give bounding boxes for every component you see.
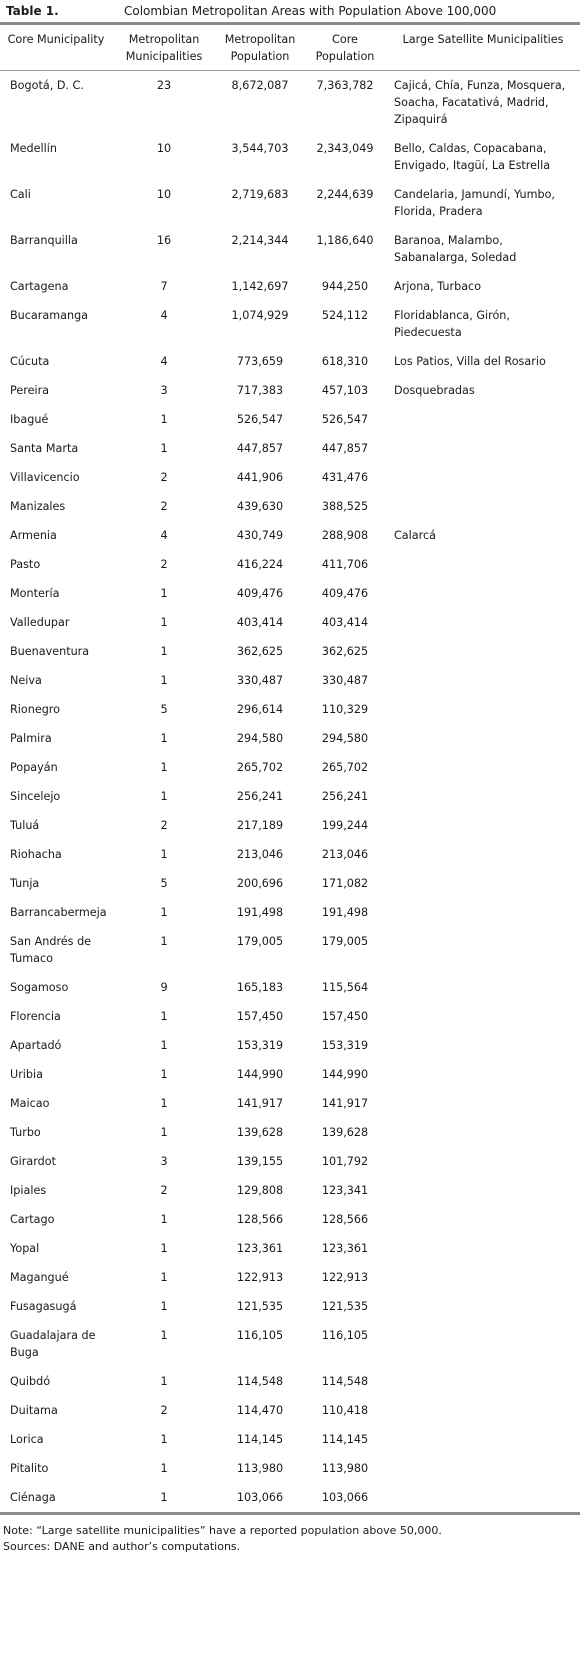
cell-core-population: 1,186,640	[316, 234, 374, 247]
table-row	[0, 1263, 580, 1292]
cell-core-municipality: Cartago	[10, 1213, 55, 1226]
cell-large-satellite-municipalities	[386, 405, 580, 434]
header-core-municipality: Core Municipality	[7, 33, 105, 46]
cell-metropolitan-municipalities: 4	[160, 355, 168, 368]
population-table	[0, 25, 580, 1515]
cell-core-municipality: Barranquilla	[10, 234, 78, 247]
cell-large-satellite-municipalities: Los Patios, Villa del Rosario	[394, 355, 546, 368]
cell-metropolitan-population: 139,155	[236, 1155, 284, 1168]
cell-metropolitan-municipalities: 1	[160, 1271, 168, 1284]
table-row	[0, 869, 580, 898]
cell-metropolitan-population: 123,361	[236, 1242, 284, 1255]
cell-core-municipality: Pitalito	[10, 1462, 49, 1475]
cell-metropolitan-municipalities: 1	[160, 587, 168, 600]
table-note: Note: “Large satellite municipalities” have a reported population above 50,000.	[3, 1524, 442, 1537]
table-row	[0, 272, 580, 301]
cell-core-population: 2,244,639	[316, 188, 374, 201]
table-row	[0, 1176, 580, 1205]
table-row	[0, 1147, 580, 1176]
cell-core-municipality: Sincelejo	[10, 790, 61, 803]
cell-core-population: 116,105	[321, 1329, 369, 1342]
cell-core-population: 526,547	[321, 413, 369, 426]
table-row	[0, 637, 580, 666]
cell-metropolitan-municipalities: 1	[160, 1126, 168, 1139]
table-row	[0, 550, 580, 579]
table-row	[0, 840, 580, 869]
cell-metropolitan-population: 773,659	[236, 355, 284, 368]
cell-large-satellite-municipalities	[386, 1002, 580, 1031]
cell-metropolitan-municipalities: 1	[160, 1039, 168, 1052]
table-row	[0, 1367, 580, 1396]
cell-core-population: 256,241	[321, 790, 369, 803]
cell-metropolitan-population: 1,074,929	[231, 309, 289, 322]
table-label: Table 1.	[6, 4, 59, 18]
cell-large-satellite-municipalities	[386, 1031, 580, 1060]
cell-core-population: 103,066	[321, 1491, 369, 1504]
cell-metropolitan-municipalities: 1	[160, 1462, 168, 1475]
cell-metropolitan-municipalities: 1	[160, 1491, 168, 1504]
table-header	[0, 25, 580, 71]
cell-large-satellite-municipalities	[386, 463, 580, 492]
cell-core-municipality: Tuluá	[10, 819, 40, 832]
cell-metropolitan-municipalities: 1	[160, 935, 168, 948]
cell-metropolitan-population: 128,566	[236, 1213, 284, 1226]
cell-metropolitan-municipalities: 1	[160, 1242, 168, 1255]
cell-core-population: 110,329	[321, 703, 369, 716]
cell-core-municipality: Rionegro	[10, 703, 60, 716]
cell-large-satellite-municipalities	[386, 1118, 580, 1147]
cell-core-population: 121,535	[321, 1300, 369, 1313]
cell-metropolitan-population: 103,066	[236, 1491, 284, 1504]
table-row	[0, 753, 580, 782]
cell-core-population: 123,361	[321, 1242, 369, 1255]
cell-metropolitan-population: 141,917	[236, 1097, 284, 1110]
cell-large-satellite-municipalities: Dosquebradas	[394, 384, 475, 397]
cell-core-municipality: Lorica	[10, 1433, 44, 1446]
header-metropolitan-municipalities: Metropolitan Municipalities	[125, 33, 203, 63]
table-row	[0, 347, 580, 376]
cell-large-satellite-municipalities	[386, 1454, 580, 1483]
table-row	[0, 782, 580, 811]
cell-core-population: 128,566	[321, 1213, 369, 1226]
cell-metropolitan-municipalities: 1	[160, 732, 168, 745]
cell-core-population: 122,913	[321, 1271, 369, 1284]
cell-metropolitan-municipalities: 1	[160, 1068, 168, 1081]
cell-metropolitan-population: 8,672,087	[231, 79, 289, 92]
table-row	[0, 1060, 580, 1089]
cell-core-population: 403,414	[321, 616, 369, 629]
cell-core-municipality: Bucaramanga	[10, 309, 89, 322]
cell-large-satellite-municipalities	[386, 927, 580, 973]
cell-core-municipality: Villavicencio	[10, 471, 80, 484]
cell-core-municipality: Bogotá, D. C.	[10, 79, 84, 92]
cell-large-satellite-municipalities	[386, 1321, 580, 1367]
table-row	[0, 811, 580, 840]
cell-core-municipality: Tunja	[10, 877, 40, 890]
cell-core-population: 115,564	[321, 981, 369, 994]
cell-core-municipality: Riohacha	[10, 848, 62, 861]
cell-metropolitan-population: 179,005	[236, 935, 284, 948]
cell-metropolitan-municipalities: 1	[160, 413, 168, 426]
table-row	[0, 666, 580, 695]
table-row	[0, 1292, 580, 1321]
table-row	[0, 579, 580, 608]
cell-metropolitan-population: 294,580	[236, 732, 284, 745]
cell-large-satellite-municipalities	[386, 1425, 580, 1454]
table-row	[0, 973, 580, 1002]
cell-core-population: 7,363,782	[316, 79, 374, 92]
table-body	[0, 71, 580, 1514]
cell-metropolitan-municipalities: 2	[160, 819, 168, 832]
table-row	[0, 180, 580, 226]
table-row	[0, 1205, 580, 1234]
cell-core-population: 141,917	[321, 1097, 369, 1110]
table-row	[0, 1425, 580, 1454]
table-row	[0, 724, 580, 753]
cell-metropolitan-municipalities: 1	[160, 790, 168, 803]
table-row	[0, 608, 580, 637]
table-row	[0, 376, 580, 405]
cell-metropolitan-population: 441,906	[236, 471, 284, 484]
cell-large-satellite-municipalities	[386, 782, 580, 811]
cell-core-municipality: Montería	[10, 587, 60, 600]
cell-metropolitan-municipalities: 9	[160, 981, 168, 994]
cell-core-municipality: Guadalajara de Buga	[10, 1329, 96, 1359]
table-row	[0, 463, 580, 492]
cell-core-population: 524,112	[321, 309, 369, 322]
cell-core-municipality: Barrancabermeja	[10, 906, 107, 919]
cell-large-satellite-municipalities: Cajicá, Chía, Funza, Mosquera, Soacha, Facatativá, Madrid, Zipaquirá	[394, 79, 566, 126]
cell-core-population: 179,005	[321, 935, 369, 948]
cell-core-municipality: Ipiales	[10, 1184, 47, 1197]
cell-metropolitan-population: 114,145	[236, 1433, 284, 1446]
cell-metropolitan-municipalities: 3	[160, 1155, 168, 1168]
cell-metropolitan-population: 2,214,344	[231, 234, 289, 247]
cell-metropolitan-municipalities: 2	[160, 471, 168, 484]
cell-core-population: 294,580	[321, 732, 369, 745]
cell-metropolitan-municipalities: 1	[160, 1097, 168, 1110]
cell-metropolitan-municipalities: 5	[160, 877, 168, 890]
cell-large-satellite-municipalities	[386, 608, 580, 637]
header-metropolitan-population: Metropolitan Population	[224, 33, 296, 63]
cell-core-municipality: Valledupar	[10, 616, 70, 629]
cell-metropolitan-municipalities: 1	[160, 1213, 168, 1226]
cell-large-satellite-municipalities	[386, 1483, 580, 1514]
cell-core-population: 944,250	[321, 280, 369, 293]
cell-core-population: 457,103	[321, 384, 369, 397]
cell-core-municipality: Armenia	[10, 529, 57, 542]
table-row	[0, 1089, 580, 1118]
cell-metropolitan-population: 296,614	[236, 703, 284, 716]
cell-metropolitan-population: 165,183	[236, 981, 284, 994]
cell-core-municipality: Sogamoso	[10, 981, 69, 994]
cell-metropolitan-population: 430,749	[236, 529, 284, 542]
cell-core-population: 618,310	[321, 355, 369, 368]
table-row	[0, 134, 580, 180]
cell-large-satellite-municipalities	[386, 666, 580, 695]
cell-metropolitan-municipalities: 1	[160, 616, 168, 629]
cell-core-population: 113,980	[321, 1462, 369, 1475]
cell-core-population: 153,319	[321, 1039, 369, 1052]
cell-metropolitan-population: 116,105	[236, 1329, 284, 1342]
cell-core-municipality: Magangué	[10, 1271, 69, 1284]
cell-metropolitan-population: 265,702	[236, 761, 284, 774]
cell-core-municipality: Turbo	[10, 1126, 41, 1139]
cell-large-satellite-municipalities: Calarcá	[394, 529, 436, 542]
cell-metropolitan-population: 717,383	[236, 384, 284, 397]
cell-metropolitan-population: 121,535	[236, 1300, 284, 1313]
cell-metropolitan-population: 153,319	[236, 1039, 284, 1052]
cell-large-satellite-municipalities	[386, 550, 580, 579]
cell-metropolitan-population: 113,980	[236, 1462, 284, 1475]
cell-core-population: 2,343,049	[316, 142, 374, 155]
cell-large-satellite-municipalities	[386, 434, 580, 463]
cell-large-satellite-municipalities	[386, 492, 580, 521]
cell-metropolitan-population: 2,719,683	[231, 188, 289, 201]
cell-core-municipality: Palmira	[10, 732, 52, 745]
cell-metropolitan-municipalities: 2	[160, 1184, 168, 1197]
cell-metropolitan-population: 191,498	[236, 906, 284, 919]
cell-metropolitan-population: 122,913	[236, 1271, 284, 1284]
table-row	[0, 695, 580, 724]
cell-core-population: 431,476	[321, 471, 369, 484]
cell-core-municipality: Florencia	[10, 1010, 61, 1023]
cell-large-satellite-municipalities	[386, 724, 580, 753]
table-title: Colombian Metropolitan Areas with Population Above 100,000	[124, 4, 497, 18]
cell-metropolitan-population: 114,548	[236, 1375, 284, 1388]
cell-metropolitan-population: 217,189	[236, 819, 284, 832]
cell-metropolitan-population: 200,696	[236, 877, 284, 890]
cell-core-municipality: Medellín	[10, 142, 57, 155]
cell-metropolitan-population: 447,857	[236, 442, 284, 455]
cell-metropolitan-municipalities: 3	[160, 384, 168, 397]
cell-large-satellite-municipalities	[386, 1147, 580, 1176]
cell-metropolitan-population: 1,142,697	[231, 280, 289, 293]
cell-large-satellite-municipalities	[386, 1205, 580, 1234]
cell-metropolitan-municipalities: 10	[156, 188, 172, 201]
cell-large-satellite-municipalities: Arjona, Turbaco	[394, 280, 482, 293]
cell-core-population: 191,498	[321, 906, 369, 919]
cell-core-municipality: Quibdó	[10, 1375, 51, 1388]
cell-large-satellite-municipalities	[386, 1234, 580, 1263]
cell-core-municipality: Pasto	[10, 558, 41, 571]
cell-metropolitan-municipalities: 1	[160, 1329, 168, 1342]
cell-metropolitan-municipalities: 1	[160, 442, 168, 455]
cell-core-municipality: Ciénaga	[10, 1491, 56, 1504]
cell-large-satellite-municipalities	[386, 840, 580, 869]
cell-metropolitan-population: 416,224	[236, 558, 284, 571]
table-row	[0, 1118, 580, 1147]
cell-core-municipality: Ibagué	[10, 413, 49, 426]
cell-core-population: 171,082	[321, 877, 369, 890]
cell-core-population: 199,244	[321, 819, 369, 832]
cell-core-municipality: Girardot	[10, 1155, 56, 1168]
cell-core-municipality: San Andrés de Tumaco	[10, 935, 92, 965]
cell-core-municipality: Fusagasugá	[10, 1300, 77, 1313]
table-row	[0, 405, 580, 434]
cell-large-satellite-municipalities	[386, 1396, 580, 1425]
cell-large-satellite-municipalities	[386, 869, 580, 898]
cell-metropolitan-municipalities: 1	[160, 1375, 168, 1388]
header-core-population: Core Population	[315, 33, 375, 63]
cell-metropolitan-population: 213,046	[236, 848, 284, 861]
cell-core-population: 362,625	[321, 645, 369, 658]
cell-large-satellite-municipalities	[386, 1176, 580, 1205]
cell-large-satellite-municipalities: Floridablanca, Girón, Piedecuesta	[394, 309, 510, 339]
cell-core-municipality: Maicao	[10, 1097, 50, 1110]
cell-metropolitan-municipalities: 1	[160, 848, 168, 861]
cell-metropolitan-population: 409,476	[236, 587, 284, 600]
cell-core-population: 388,525	[321, 500, 369, 513]
table-caption	[0, 0, 580, 22]
cell-core-population: 123,341	[321, 1184, 369, 1197]
cell-core-municipality: Santa Marta	[10, 442, 79, 455]
table-row	[0, 434, 580, 463]
table-row	[0, 521, 580, 550]
cell-large-satellite-municipalities: Bello, Caldas, Copacabana, Envigado, Itagüí, La Estrella	[394, 142, 551, 172]
cell-core-population: 110,418	[321, 1404, 369, 1417]
table-row	[0, 898, 580, 927]
cell-core-municipality: Pereira	[10, 384, 50, 397]
cell-core-municipality: Neiva	[10, 674, 42, 687]
table-row	[0, 1396, 580, 1425]
cell-metropolitan-population: 139,628	[236, 1126, 284, 1139]
cell-core-municipality: Cali	[10, 188, 31, 201]
cell-metropolitan-municipalities: 2	[160, 558, 168, 571]
cell-core-population: 157,450	[321, 1010, 369, 1023]
cell-metropolitan-population: 526,547	[236, 413, 284, 426]
cell-core-population: 139,628	[321, 1126, 369, 1139]
cell-metropolitan-municipalities: 1	[160, 1300, 168, 1313]
table-row	[0, 1483, 580, 1514]
cell-metropolitan-municipalities: 1	[160, 1433, 168, 1446]
cell-large-satellite-municipalities	[386, 695, 580, 724]
cell-core-municipality: Manizales	[10, 500, 66, 513]
cell-metropolitan-municipalities: 5	[160, 703, 168, 716]
table-sources: Sources: DANE and author’s computations.	[3, 1540, 241, 1553]
cell-metropolitan-municipalities: 7	[160, 280, 168, 293]
cell-core-population: 101,792	[321, 1155, 369, 1168]
cell-large-satellite-municipalities	[386, 973, 580, 1002]
cell-core-population: 114,145	[321, 1433, 369, 1446]
table-row	[0, 1234, 580, 1263]
cell-metropolitan-population: 403,414	[236, 616, 284, 629]
cell-metropolitan-municipalities: 2	[160, 1404, 168, 1417]
cell-core-population: 288,908	[321, 529, 369, 542]
cell-metropolitan-municipalities: 1	[160, 906, 168, 919]
cell-core-municipality: Popayán	[10, 761, 58, 774]
cell-core-population: 447,857	[321, 442, 369, 455]
table-row	[0, 492, 580, 521]
cell-metropolitan-municipalities: 2	[160, 500, 168, 513]
table-row	[0, 226, 580, 272]
cell-metropolitan-municipalities: 4	[160, 529, 168, 542]
table-notes	[0, 1515, 580, 1555]
table-row	[0, 301, 580, 347]
cell-large-satellite-municipalities	[386, 753, 580, 782]
cell-large-satellite-municipalities	[386, 1060, 580, 1089]
cell-large-satellite-municipalities: Candelaria, Jamundí, Yumbo, Florida, Pradera	[394, 188, 555, 218]
cell-large-satellite-municipalities	[386, 579, 580, 608]
cell-large-satellite-municipalities	[386, 1089, 580, 1118]
table-row	[0, 1454, 580, 1483]
cell-metropolitan-municipalities: 10	[156, 142, 172, 155]
cell-core-municipality: Cúcuta	[10, 355, 50, 368]
cell-metropolitan-municipalities: 1	[160, 761, 168, 774]
cell-core-population: 114,548	[321, 1375, 369, 1388]
cell-core-population: 265,702	[321, 761, 369, 774]
cell-large-satellite-municipalities: Baranoa, Malambo, Sabanalarga, Soledad	[394, 234, 517, 264]
cell-large-satellite-municipalities	[386, 637, 580, 666]
cell-core-population: 144,990	[321, 1068, 369, 1081]
header-large-satellite-municipalities: Large Satellite Municipalities	[402, 33, 564, 46]
cell-metropolitan-municipalities: 1	[160, 645, 168, 658]
cell-large-satellite-municipalities	[386, 1292, 580, 1321]
cell-metropolitan-population: 157,450	[236, 1010, 284, 1023]
cell-metropolitan-population: 362,625	[236, 645, 284, 658]
cell-large-satellite-municipalities	[386, 1367, 580, 1396]
cell-large-satellite-municipalities	[386, 1263, 580, 1292]
table-row	[0, 1002, 580, 1031]
table-row	[0, 71, 580, 135]
cell-metropolitan-municipalities: 23	[156, 79, 172, 92]
cell-core-population: 409,476	[321, 587, 369, 600]
cell-metropolitan-municipalities: 1	[160, 674, 168, 687]
cell-core-municipality: Yopal	[10, 1242, 40, 1255]
table-row	[0, 1031, 580, 1060]
cell-large-satellite-municipalities	[386, 898, 580, 927]
cell-core-municipality: Uribia	[10, 1068, 43, 1081]
cell-metropolitan-municipalities: 16	[156, 234, 172, 247]
table-row	[0, 1321, 580, 1367]
cell-core-population: 411,706	[321, 558, 369, 571]
cell-metropolitan-population: 144,990	[236, 1068, 284, 1081]
cell-core-municipality: Apartadó	[10, 1039, 62, 1052]
table-row	[0, 927, 580, 973]
cell-metropolitan-municipalities: 4	[160, 309, 168, 322]
cell-metropolitan-population: 330,487	[236, 674, 284, 687]
cell-metropolitan-population: 439,630	[236, 500, 284, 513]
cell-metropolitan-municipalities: 1	[160, 1010, 168, 1023]
cell-core-population: 213,046	[321, 848, 369, 861]
cell-metropolitan-population: 256,241	[236, 790, 284, 803]
cell-core-municipality: Cartagena	[10, 280, 69, 293]
cell-metropolitan-population: 114,470	[236, 1404, 284, 1417]
cell-core-municipality: Buenaventura	[10, 645, 90, 658]
cell-metropolitan-population: 3,544,703	[231, 142, 289, 155]
cell-core-population: 330,487	[321, 674, 369, 687]
cell-metropolitan-population: 129,808	[236, 1184, 284, 1197]
cell-core-municipality: Duitama	[10, 1404, 58, 1417]
cell-large-satellite-municipalities	[386, 811, 580, 840]
